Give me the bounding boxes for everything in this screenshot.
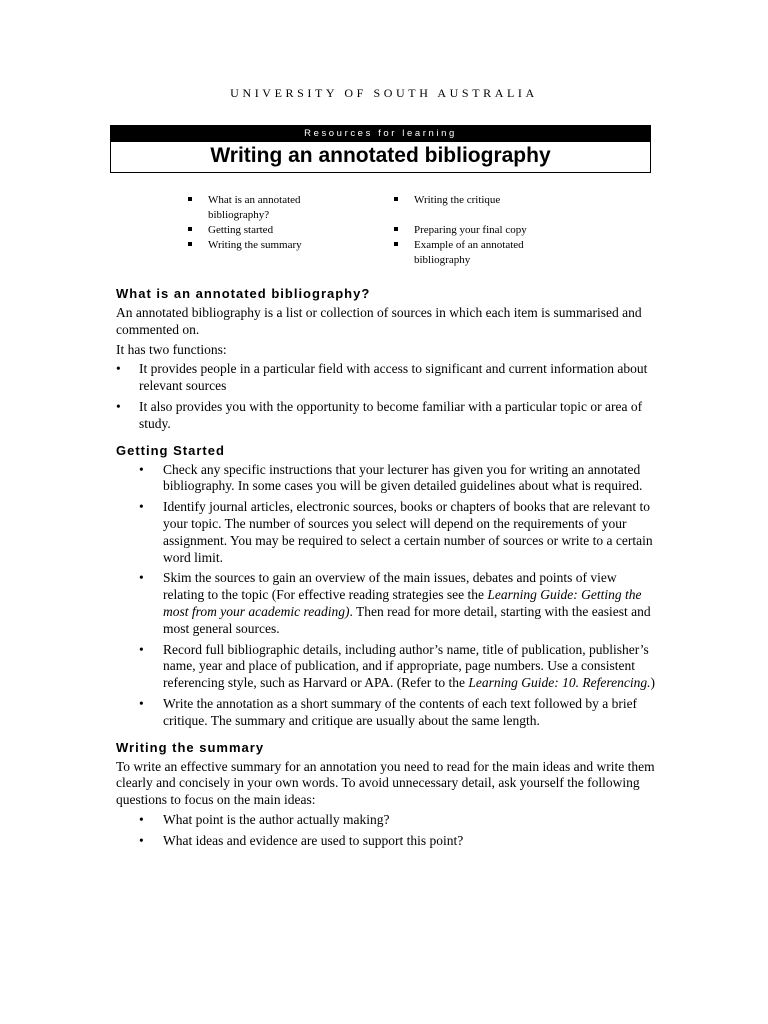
bullet-icon: • (116, 361, 121, 377)
functions-list (116, 361, 656, 432)
list-item: • Write the annotation as a short summary of the contents of each text followed by a brief critique. The summary and critique are usually about the same length. (139, 695, 638, 728)
summary-questions-list (116, 812, 656, 850)
contents-item[interactable]: Writing the critique (391, 193, 561, 208)
title-banner (110, 125, 651, 173)
getting-started-list (116, 462, 656, 730)
bullet-icon: • (139, 461, 144, 477)
list-item: • Identify journal articles, electronic sources, books or chapters of books that are relevant to your topic. The number of sources you select will depend on the requirements of your assignment. You may be required to select a certain number of sources or write to a certain word limit. (139, 499, 653, 565)
paragraph: It has two functions: (116, 341, 227, 357)
contents-item[interactable]: What is an annotated bibliography? (185, 193, 335, 223)
list-item: • It provides people in a particular field with access to significant and current information about relevant sources (116, 361, 648, 394)
contents-item[interactable]: Preparing your final copy (391, 223, 561, 238)
university-name: UNIVERSITY OF SOUTH AUSTRALIA (230, 86, 538, 100)
paragraph: An annotated bibliography is a list or collection of sources in which each item is summarised and commented on. (116, 305, 642, 337)
contents-item[interactable]: Getting started (185, 223, 335, 238)
page-title: Writing an annotated bibliography (210, 144, 551, 167)
resources-label: Resources for learning (111, 126, 650, 142)
contents-list-left (185, 193, 335, 253)
paragraph: To write an effective summary for an annotation you need to read for the main ideas and write them clearly and concisely in your own words. To avoid unnecessary detail, ask yourself the following questions to focus on the main ideas: (116, 758, 655, 808)
contents-item[interactable]: Writing the summary (185, 238, 335, 253)
bullet-icon: • (139, 832, 144, 848)
bullet-icon: • (139, 811, 144, 827)
list-item: • What point is the author actually making? (139, 811, 390, 827)
list-item: • It also provides you with the opportunity to become familiar with a particular topic or area of study. (116, 398, 643, 431)
guide-reference: Learning Guide: 10. Referencing. (468, 675, 651, 691)
list-item: • What ideas and evidence are used to support this point? (139, 832, 464, 848)
bullet-icon: • (139, 641, 144, 657)
bullet-icon: • (139, 695, 144, 711)
list-item: • Record full bibliographic details, including author’s name, title of publication, publisher’s name, year and place of publication, and if appropriate, page numbers. Use a consistent referencing style, such as Harvard or APA. (Refer to the Learning Guide: 10. Referencing.) (139, 641, 655, 691)
section-heading-what: What is an annotated bibliography? (116, 286, 371, 301)
guide-reference: Learning Guide: Getting the most from your academic reading) (163, 587, 642, 619)
bullet-icon: • (116, 398, 121, 414)
bullet-icon: • (139, 570, 144, 586)
contents-item[interactable]: Example of an annotated bibliography (391, 238, 561, 268)
document-body (116, 285, 656, 854)
section-heading-summary: Writing the summary (116, 739, 265, 755)
bullet-icon: • (139, 499, 144, 515)
section-heading-getting-started: Getting Started (116, 442, 225, 458)
list-item: • Skim the sources to gain an overview of the main issues, debates and points of view relating to the topic (For effective reading strategies see the Learning Guide: Getting the most from your academic reading). Then read for more detail, starting with the easiest and most general sources. (139, 570, 651, 636)
list-item: • Check any specific instructions that your lecturer has given you for writing an annotated bibliography. In some cases you will be given detailed guidelines about what is required. (139, 461, 643, 494)
contents-list-right (391, 193, 561, 268)
